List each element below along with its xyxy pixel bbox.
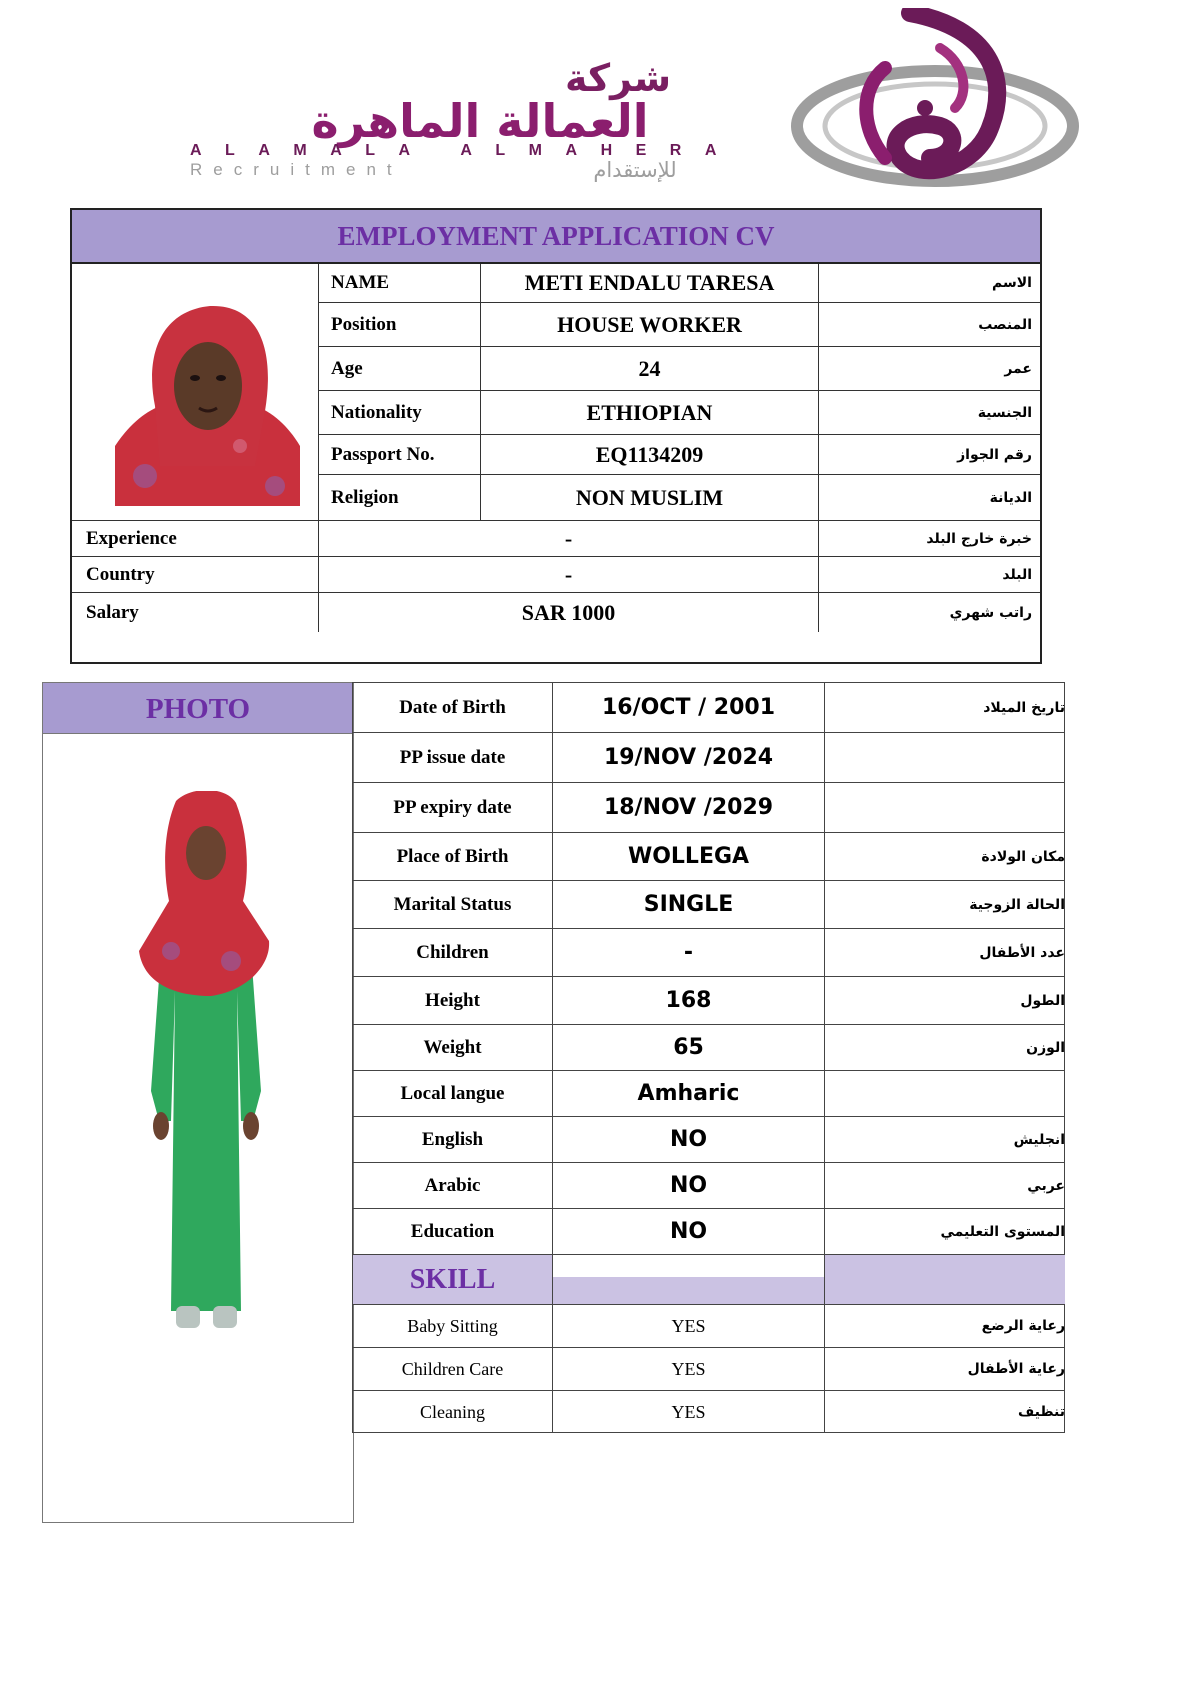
logo-arabic-name: العمالة الماهرة <box>311 94 649 148</box>
detail-arabic <box>824 732 1065 782</box>
detail-label: PP issue date <box>352 732 552 782</box>
detail-row <box>352 1162 1065 1208</box>
detail-label: Children <box>352 928 552 976</box>
detail-value: 16/OCT / 2001 <box>552 682 824 732</box>
skill-header-blank <box>552 1254 824 1304</box>
personal-arabic: الديانة <box>818 474 1040 520</box>
detail-label: Local langue <box>352 1070 552 1116</box>
detail-value: 65 <box>552 1024 824 1070</box>
work-label: Country <box>72 556 318 592</box>
detail-arabic <box>824 782 1065 832</box>
personal-arabic: الجنسية <box>818 390 1040 434</box>
detail-value: NO <box>552 1208 824 1254</box>
detail-label: English <box>352 1116 552 1162</box>
work-value: - <box>318 520 818 556</box>
skill-header-blank <box>824 1254 1065 1304</box>
skill-row <box>352 1347 1065 1390</box>
personal-value: METI ENDALU TARESA <box>480 264 818 302</box>
detail-row <box>352 732 1065 782</box>
cv-title: EMPLOYMENT APPLICATION CV <box>337 221 775 251</box>
work-arabic: خبرة خارج البلد <box>818 520 1040 556</box>
detail-value: 168 <box>552 976 824 1024</box>
personal-label: Religion <box>318 474 480 520</box>
photo-header <box>43 683 353 734</box>
skill-label: Cleaning <box>352 1390 552 1433</box>
personal-arabic: عمر <box>818 346 1040 390</box>
personal-value: ETHIOPIAN <box>480 390 818 434</box>
detail-arabic: الوزن <box>824 1024 1065 1070</box>
detail-arabic: مكان الولادة <box>824 832 1065 880</box>
detail-row <box>352 1070 1065 1116</box>
personal-value: EQ1134209 <box>480 434 818 474</box>
detail-arabic: تاريخ الميلاد <box>824 682 1065 732</box>
skill-arabic: رعاية الأطفال <box>824 1347 1065 1390</box>
detail-row <box>352 1116 1065 1162</box>
detail-label: PP expiry date <box>352 782 552 832</box>
skill-value: YES <box>552 1347 824 1390</box>
detail-row <box>352 782 1065 832</box>
detail-label: Marital Status <box>352 880 552 928</box>
detail-value: NO <box>552 1162 824 1208</box>
full-photo-panel <box>42 682 354 1523</box>
portrait-photo <box>115 296 300 506</box>
detail-label: Date of Birth <box>352 682 552 732</box>
detail-row <box>352 1208 1065 1254</box>
detail-label: Weight <box>352 1024 552 1070</box>
detail-value: 18/NOV /2029 <box>552 782 824 832</box>
skill-arabic: تنظيف <box>824 1390 1065 1433</box>
work-arabic: البلد <box>818 556 1040 592</box>
logo-emblem-icon <box>790 8 1080 198</box>
detail-value: Amharic <box>552 1070 824 1116</box>
details-table <box>352 682 1065 1433</box>
skill-label: Children Care <box>352 1347 552 1390</box>
cv-title-bar <box>70 208 1042 264</box>
skill-label: Baby Sitting <box>352 1304 552 1347</box>
personal-label: Nationality <box>318 390 480 434</box>
detail-label: Height <box>352 976 552 1024</box>
skill-value: YES <box>552 1390 824 1433</box>
detail-arabic: الطول <box>824 976 1065 1024</box>
company-logo <box>170 8 1080 198</box>
detail-label: Education <box>352 1208 552 1254</box>
work-value: SAR 1000 <box>318 592 818 632</box>
detail-row <box>352 976 1065 1024</box>
detail-label: Place of Birth <box>352 832 552 880</box>
detail-arabic: عدد الأطفال <box>824 928 1065 976</box>
personal-arabic: المنصب <box>818 302 1040 346</box>
photo-title: PHOTO <box>145 693 251 725</box>
logo-arabic-subtitle: للإستقدام <box>593 158 677 182</box>
detail-row <box>352 1024 1065 1070</box>
detail-value: WOLLEGA <box>552 832 824 880</box>
personal-value: HOUSE WORKER <box>480 302 818 346</box>
logo-arabic-company: شركة <box>565 56 672 100</box>
personal-arabic: رقم الجواز <box>818 434 1040 474</box>
skill-value: YES <box>552 1304 824 1347</box>
full-body-photo <box>131 791 281 1359</box>
detail-arabic: المستوى التعليمي <box>824 1208 1065 1254</box>
detail-value: - <box>552 928 824 976</box>
detail-row <box>352 832 1065 880</box>
skill-arabic: رعاية الرضع <box>824 1304 1065 1347</box>
skill-header-row <box>352 1254 1065 1304</box>
personal-arabic: الاسم <box>818 264 1040 302</box>
detail-row <box>352 928 1065 976</box>
detail-label: Arabic <box>352 1162 552 1208</box>
detail-value: 19/NOV /2024 <box>552 732 824 782</box>
skill-header <box>352 1254 552 1304</box>
work-label: Experience <box>72 520 318 556</box>
detail-arabic: عربي <box>824 1162 1065 1208</box>
personal-label: Position <box>318 302 480 346</box>
skill-row <box>352 1390 1065 1433</box>
detail-row <box>352 880 1065 928</box>
logo-english-name: ALAMALA ALMAHERA <box>190 142 740 159</box>
personal-label: Age <box>318 346 480 390</box>
logo-english-subtitle: Recruitment <box>190 160 403 179</box>
work-arabic: راتب شهري <box>818 592 1040 632</box>
skill-row <box>352 1304 1065 1347</box>
detail-arabic: الحالة الزوجية <box>824 880 1065 928</box>
skill-title: SKILL <box>409 1263 496 1295</box>
detail-value: SINGLE <box>552 880 824 928</box>
work-value: - <box>318 556 818 592</box>
personal-label: NAME <box>318 264 480 302</box>
detail-row <box>352 682 1065 732</box>
personal-value: NON MUSLIM <box>480 474 818 520</box>
personal-label: Passport No. <box>318 434 480 474</box>
work-label: Salary <box>72 592 318 632</box>
personal-info-body <box>70 264 1042 664</box>
detail-arabic <box>824 1070 1065 1116</box>
detail-value: NO <box>552 1116 824 1162</box>
detail-arabic: انجليش <box>824 1116 1065 1162</box>
personal-value: 24 <box>480 346 818 390</box>
personal-info-table <box>70 208 1042 664</box>
